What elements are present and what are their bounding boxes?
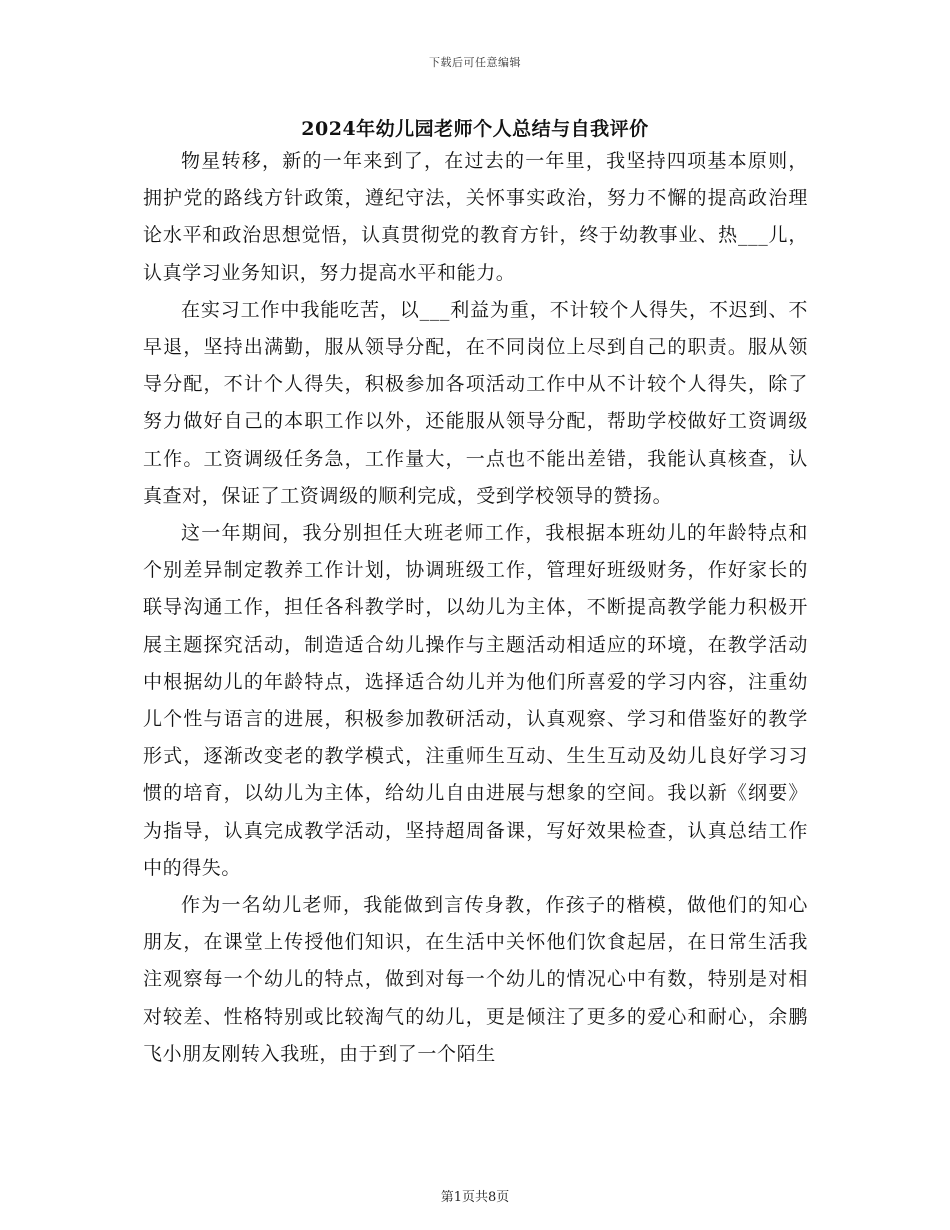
paragraph-4: 作为一名幼儿老师，我能做到言传身教，作孩子的楷模，做他们的知心朋友，在课堂上传授他们知识，在生活中关怀他们饮食起居，在日常生活我注观察每一个幼儿的特点，做到对每一个幼儿的情况心中有数，特别是对相对较差、性格特别或比较淘气的幼儿，更是倾注了更多的爱心和耐心，余鹏飞小朋友刚转入我班，由于到了一个陌生 [143,894,808,1065]
document-body [143,143,808,1073]
page-footer: 第1页共8页 [440,1190,510,1205]
paragraph-1: 物星转移，新的一年来到了，在过去的一年里，我坚持四项基本原则，拥护党的路线方针政策，遵纪守法，关怀事实政治，努力不懈的提高政治理论水平和政治思想觉悟，认真贯彻党的教育方针，终于幼教事业、热___儿，认真学习业务知识，努力提高水平和能力。 [143,150,808,284]
document-title: 2024年幼儿园老师个人总结与自我评价 [301,118,649,140]
paragraph-2: 在实习工作中我能吃苦，以___利益为重，不计较个人得失，不迟到、不早退，坚持出满勤，服从领导分配，在不同岗位上尽到自己的职责。服从领导分配，不计个人得失，积极参加各项活动工作中从不计较个人得失，除了努力做好自己的本职工作以外，还能服从领导分配，帮助学校做好工资调级工作。工资调级任务急，工作量大，一点也不能出差错，我能认真核查，认真查对，保证了工资调级的顺利完成，受到学校领导的赞扬。 [143,298,808,507]
page-header: 下载后可任意编辑 [429,56,521,69]
paragraph-3: 这一年期间，我分别担任大班老师工作，我根据本班幼儿的年龄特点和个别差异制定教养工作计划，协调班级工作，管理好班级财务，作好家长的联导沟通工作，担任各科教学时，以幼儿为主体，不断提高教学能力积极开展主题探究活动，制造适合幼儿操作与主题活动相适应的环境，在教学活动中根据幼儿的年龄特点，选择适合幼儿并为他们所喜爱的学习内容，注重幼儿个性与语言的进展，积极参加教研活动，认真观察、学习和借鉴好的教学形式，逐渐改变老的教学模式，注重师生互动、生生互动及幼儿良好学习习惯的培育，以幼儿为主体，给幼儿自由进展与想象的空间。我以新《纲要》为指导，认真完成教学活动，坚持超周备课，写好效果检查，认真总结工作中的得失。 [143,522,808,879]
